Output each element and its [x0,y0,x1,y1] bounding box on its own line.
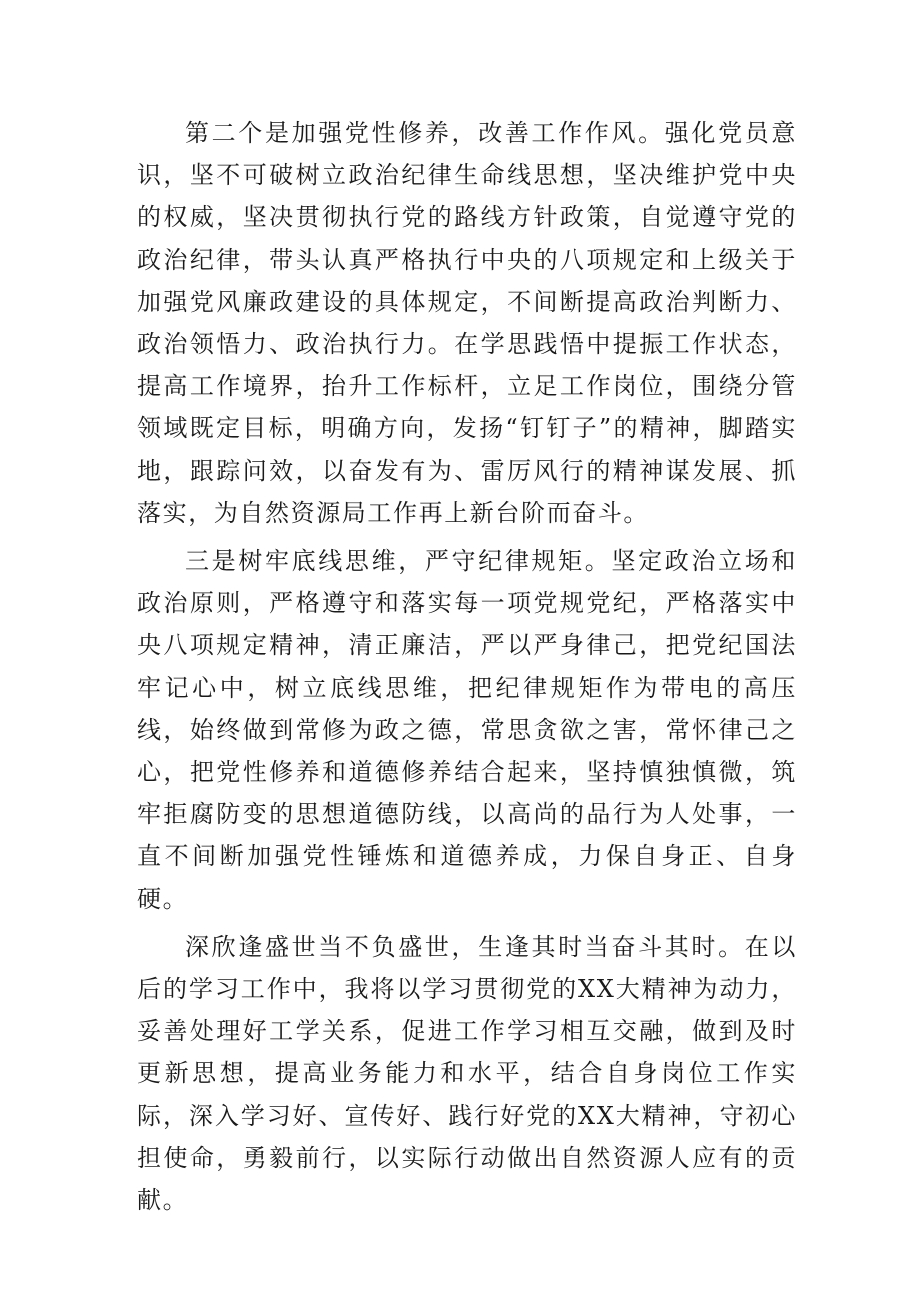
paragraph-strengthen-party-spirit: 第二个是加强党性修养，改善工作作风。强化党员意识，坚不可破树立政治纪律生命线思想，坚决维护党中央的权威，坚决贯彻执行党的路线方针政策，自觉遵守党的政治纪律，带头认真严格执行中央的八项规定和上级关于加强党风廉政建设的具体规定，不间断提高政治判断力、政治领悟力、政治执行力。在学思践悟中提振工作状态，提高工作境界，抬升工作标杆，立足工作岗位，围绕分管领域既定目标，明确方向，发扬“钉钉子”的精神，脚踏实地，跟踪问效，以奋发有为、雷厉风行的精神谋发展、抓落实，为自然资源局工作再上新台阶而奋斗。 [137,119,797,527]
paragraph-bottom-line-thinking: 三是树牢底线思维，严守纪律规矩。坚定政治立场和政治原则，严格遵守和落实每一项党规党纪，严格落实中央八项规定精神，清正廉洁，严以严身律己，把党纪国法牢记心中，树立底线思维，把纪律规矩作为带电的高压线，始终做到常修为政之德，常思贪欲之害，常怀律己之心，把党性修养和道德修养结合起来，坚持慎独慎微，筑牢拒腐防变的思想道德防线，以高尚的品行为人处事，一直不间断加强党性锤炼和道德养成，力保自身正、自身硬。 [137,547,797,913]
paragraph-conclusion: 深欣逢盛世当不负盛世，生逢其时当奋斗其时。在以后的学习工作中，我将以学习贯彻党的XX大精神为动力，妥善处理好工学关系，促进工作学习相互交融，做到及时更新思想，提高业务能力和水平，结合自身岗位工作实际，深入学习好、宣传好、践行好党的XX大精神，守初心担使命，勇毅前行，以实际行动做出自然资源人应有的贡献。 [137,932,797,1215]
document-body [137,112,797,1227]
